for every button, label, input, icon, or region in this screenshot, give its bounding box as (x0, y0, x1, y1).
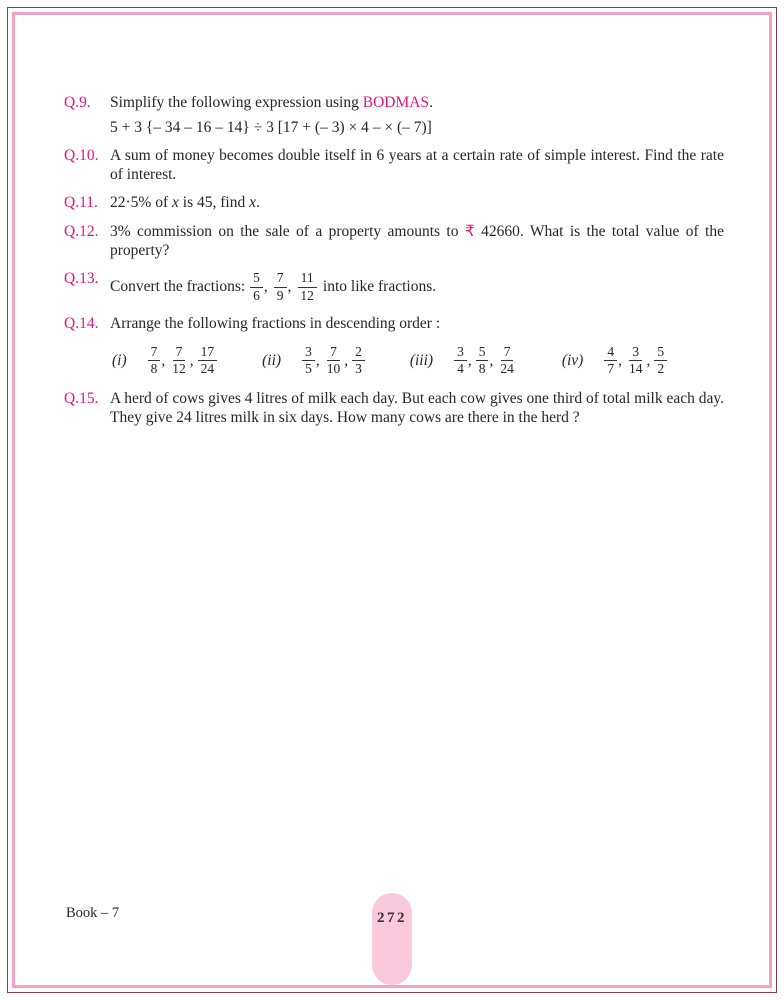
bodmas-highlight: BODMAS (362, 94, 430, 111)
question-body (110, 194, 724, 213)
question-number: Q.15. (64, 390, 99, 408)
question-text: 22·5% of (110, 194, 169, 212)
period: . (255, 194, 260, 212)
question-text: Convert the fractions: (110, 278, 246, 296)
separator: , (189, 351, 194, 369)
question-number: Q.11. (64, 194, 98, 212)
question-number: Q.9. (64, 94, 91, 111)
option-iv (562, 344, 668, 379)
question-text: Simplify the following expression using (110, 94, 359, 111)
question-text-line (110, 94, 724, 113)
fraction: $\frac{4}{7}$ (604, 344, 617, 379)
question-10 (64, 147, 724, 184)
question-number: Q.13. (64, 270, 99, 288)
question-11 (64, 194, 724, 213)
question-15 (64, 390, 724, 427)
fraction: $\frac{2}{3}$ (352, 344, 365, 379)
question-text: 42660. What is the total value of the property? (110, 222, 724, 259)
page-number-badge (372, 893, 412, 985)
option-ii (262, 344, 366, 379)
option-label: (iii) (409, 351, 434, 369)
questions-area (64, 94, 724, 437)
fraction: $\frac{17}{24}$ (198, 344, 218, 379)
separator: , (263, 278, 268, 296)
question-text: A herd of cows gives 4 litres of milk each day. But each cow gives one third of total milk each day. They give 24 litres milk in six days. How many cows are there in the herd ? (110, 390, 724, 426)
variable-x: x (249, 194, 256, 212)
question-body (110, 223, 724, 260)
fraction: $\frac{3}{14}$ (628, 343, 643, 377)
separator: , (489, 351, 494, 369)
question-text: A sum of money becomes double itself in 6 years at a certain rate of simple interest. Find the rate of interest. (110, 147, 724, 183)
period: . (429, 94, 433, 111)
question-9 (64, 94, 724, 137)
variable-x: x (172, 194, 179, 212)
fraction: $\frac{5}{6}$ (250, 270, 263, 305)
question-text: is 45, find (182, 194, 246, 212)
separator: , (646, 351, 651, 369)
fraction: $\frac{3}{4}$ (454, 344, 467, 379)
separator: , (161, 351, 166, 369)
rupee-symbol: ₹ (464, 222, 475, 240)
fraction: $\frac{7}{24}$ (500, 343, 514, 377)
separator: , (344, 351, 349, 369)
question-number: Q.14. (64, 314, 99, 332)
option-label: (i) (112, 351, 127, 369)
option-label: (ii) (262, 351, 282, 369)
question-13 (64, 270, 724, 305)
separator: , (287, 278, 292, 296)
fraction: $\frac{5}{2}$ (654, 344, 667, 379)
separator: , (315, 351, 320, 369)
fraction: $\frac{7}{12}$ (172, 343, 186, 377)
math-expression: 5 + 3 {– 34 – 16 – 14} ÷ 3 [17 + (– 3) × 4 – × (– 7)] (110, 118, 432, 136)
separator: , (467, 351, 472, 369)
question-body (110, 270, 724, 305)
question-text: 3% commission on the sale of a property amounts to (110, 222, 459, 240)
option-i (112, 344, 218, 379)
fraction-options-row (112, 344, 724, 379)
fraction: $\frac{7}{8}$ (148, 344, 161, 379)
option-iii (410, 344, 518, 379)
fraction: $\frac{7}{9}$ (274, 270, 287, 305)
question-text: into like fractions. (322, 278, 437, 296)
option-label: (iv) (561, 351, 584, 369)
question-12 (64, 223, 724, 260)
fraction: $\frac{5}{8}$ (476, 344, 489, 379)
fraction: $\frac{11}{12}$ (297, 270, 317, 305)
question-body (110, 94, 724, 137)
fraction: $\frac{3}{5}$ (302, 344, 315, 379)
question-number: Q.12. (64, 222, 99, 240)
question-text: Arrange the following fractions in descending order : (110, 314, 441, 332)
fraction: $\frac{7}{10}$ (326, 343, 341, 377)
book-label: Book – 7 (66, 905, 120, 921)
question-14 (64, 315, 724, 334)
page-number: 272 (377, 910, 407, 926)
separator: , (618, 351, 622, 369)
question-number: Q.10. (64, 147, 99, 165)
